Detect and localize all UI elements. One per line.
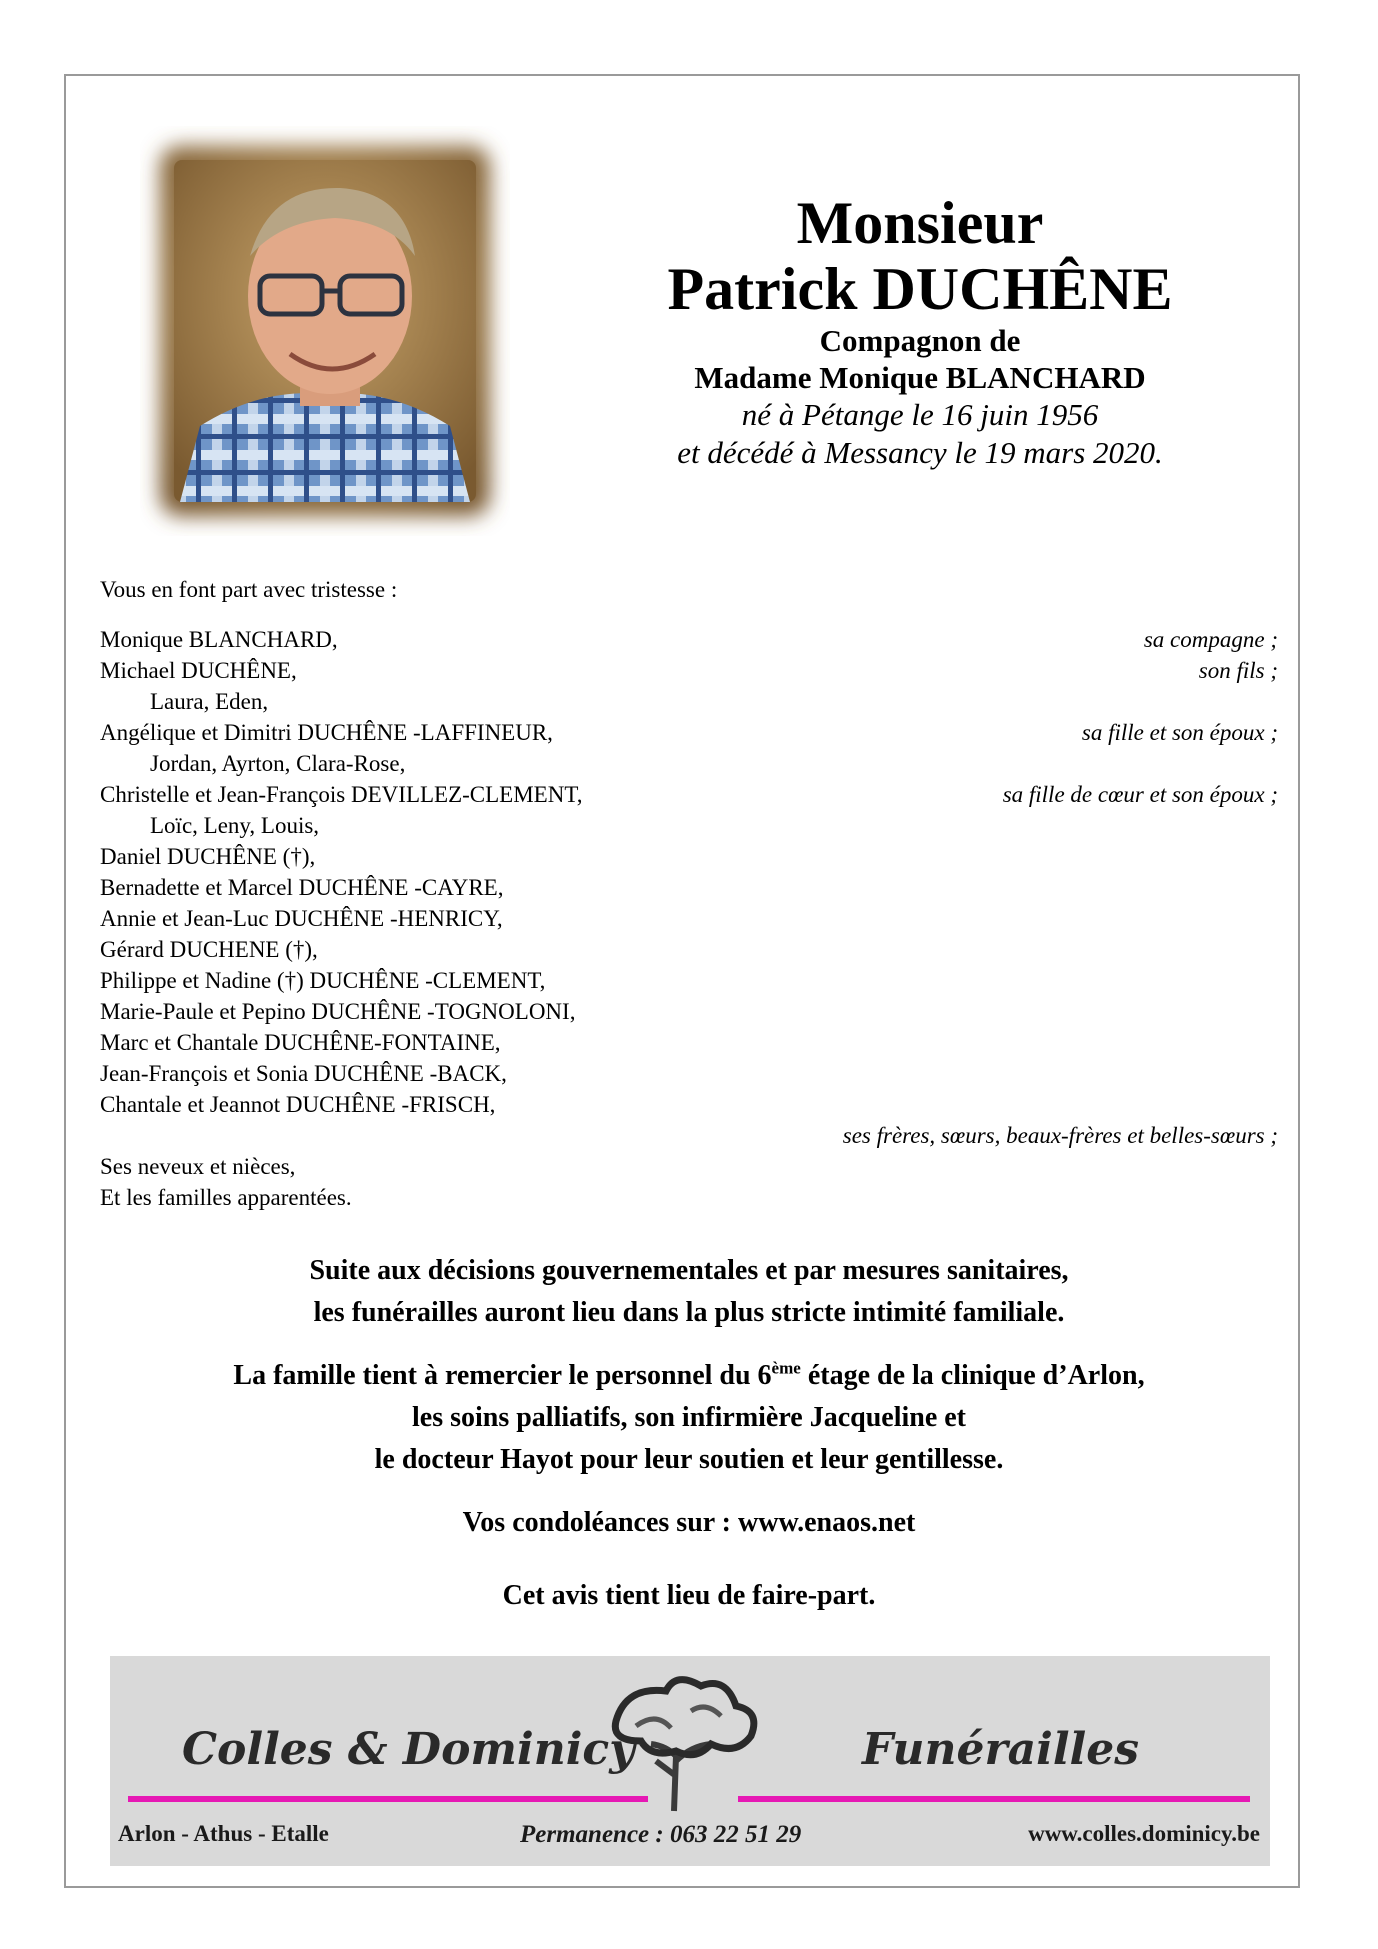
family-row	[100, 903, 1278, 934]
locations: Arlon - Athus - Etalle	[118, 1821, 329, 1846]
title-line-1: Monsieur	[796, 190, 1044, 256]
birth-info: né à Pétange le 16 juin 1956	[741, 397, 1099, 432]
family-row	[100, 1151, 1278, 1182]
thanks-line-3: le docteur Hayot pour leur soutien et leur gentillesse.	[374, 1444, 1004, 1475]
family-member-name: Marie-Paule et Pepino DUCHÊNE -TOGNOLONI,	[100, 999, 576, 1024]
family-row	[100, 1182, 1278, 1213]
family-member-name: Monique BLANCHARD,	[100, 627, 338, 652]
family-row	[100, 686, 1278, 717]
deceased-header	[560, 190, 1280, 472]
family-row	[100, 872, 1278, 903]
family-member-name: Ses neveux et nièces,	[100, 1154, 296, 1179]
family-row	[100, 717, 1278, 748]
family-member-name: Et les familles apparentées.	[100, 1185, 352, 1210]
family-row	[100, 1027, 1278, 1058]
thanks-block	[100, 1355, 1278, 1481]
portrait-photo	[140, 126, 510, 536]
condolences-text: Vos condoléances sur : www.enaos.net	[462, 1507, 916, 1538]
family-row	[100, 1120, 1278, 1151]
family-member-name: Michael DUCHÊNE,	[100, 658, 297, 683]
family-row	[100, 1058, 1278, 1089]
thanks-line-1	[100, 1355, 1278, 1397]
family-row	[100, 655, 1278, 686]
sanitary-notice	[100, 1250, 1278, 1334]
brand-service: Funérailles	[862, 1724, 1140, 1775]
family-member-relation: ses frères, sœurs, beaux-frères et belles-sœurs ;	[842, 1123, 1278, 1148]
deceased-name: Patrick DUCHÊNE	[667, 256, 1173, 322]
relation-line-1: Compagnon de	[819, 323, 1021, 358]
family-member-relation: son fils ;	[1198, 658, 1278, 683]
family-member-name: Christelle et Jean-François DEVILLEZ-CLEMENT,	[100, 782, 583, 807]
brand-name: Colles & Dominicy	[182, 1724, 635, 1775]
death-info: et décédé à Messancy le 19 mars 2020.	[677, 435, 1163, 470]
family-row	[100, 934, 1278, 965]
family-list	[100, 624, 1278, 1213]
thanks-superscript: ème	[771, 1358, 801, 1378]
family-row	[100, 996, 1278, 1027]
family-member-name: Angélique et Dimitri DUCHÊNE -LAFFINEUR,	[100, 720, 553, 745]
family-member-relation: sa compagne ;	[1143, 627, 1278, 652]
family-member-name: Marc et Chantale DUCHÊNE-FONTAINE,	[100, 1030, 501, 1055]
family-member-name: Chantale et Jeannot DUCHÊNE -FRISCH,	[100, 1092, 496, 1117]
family-member-name: Loïc, Leny, Louis,	[150, 813, 320, 838]
family-member-name: Philippe et Nadine (†) DUCHÊNE -CLEMENT,	[100, 968, 546, 993]
family-member-name: Laura, Eden,	[150, 689, 269, 714]
accent-line-left	[128, 1796, 648, 1802]
website: www.colles.dominicy.be	[1028, 1821, 1260, 1846]
family-member-name: Daniel DUCHÊNE (†),	[100, 844, 316, 869]
family-member-name: Jean-François et Sonia DUCHÊNE -BACK,	[100, 1061, 507, 1086]
notice-line-2: les funérailles auront lieu dans la plus stricte intimité familiale.	[313, 1297, 1065, 1328]
family-row	[100, 810, 1278, 841]
thanks-line-1a: La famille tient à remercier le personnel du 6	[233, 1360, 772, 1391]
family-row	[100, 965, 1278, 996]
family-row	[100, 624, 1278, 655]
family-row	[100, 779, 1278, 810]
family-member-relation: sa fille et son époux ;	[1081, 720, 1278, 745]
funeral-home-banner	[110, 1656, 1270, 1866]
accent-line-right	[738, 1796, 1250, 1802]
family-row	[100, 748, 1278, 779]
relation-line-2: Madame Monique BLANCHARD	[694, 360, 1146, 395]
thanks-line-2: les soins palliatifs, son infirmière Jacqueline et	[411, 1402, 967, 1433]
tree-logo-icon	[596, 1666, 776, 1816]
family-member-relation: sa fille de cœur et son époux ;	[1002, 782, 1278, 807]
family-row	[100, 841, 1278, 872]
family-member-name: Jordan, Ayrton, Clara-Rose,	[150, 751, 406, 776]
family-member-name: Bernadette et Marcel DUCHÊNE -CAYRE,	[100, 875, 504, 900]
thanks-line-1b: étage de la clinique d’Arlon,	[800, 1360, 1145, 1391]
notice-line-1: Suite aux décisions gouvernementales et par mesures sanitaires,	[309, 1255, 1069, 1286]
family-member-name: Annie et Jean-Luc DUCHÊNE -HENRICY,	[100, 906, 503, 931]
phone-number: Permanence : 063 22 51 29	[520, 1821, 802, 1848]
intro-text: Vous en font part avec tristesse :	[100, 577, 398, 602]
faire-part-text: Cet avis tient lieu de faire-part.	[502, 1580, 876, 1611]
family-member-name: Gérard DUCHENE (†),	[100, 937, 318, 962]
family-row	[100, 1089, 1278, 1120]
